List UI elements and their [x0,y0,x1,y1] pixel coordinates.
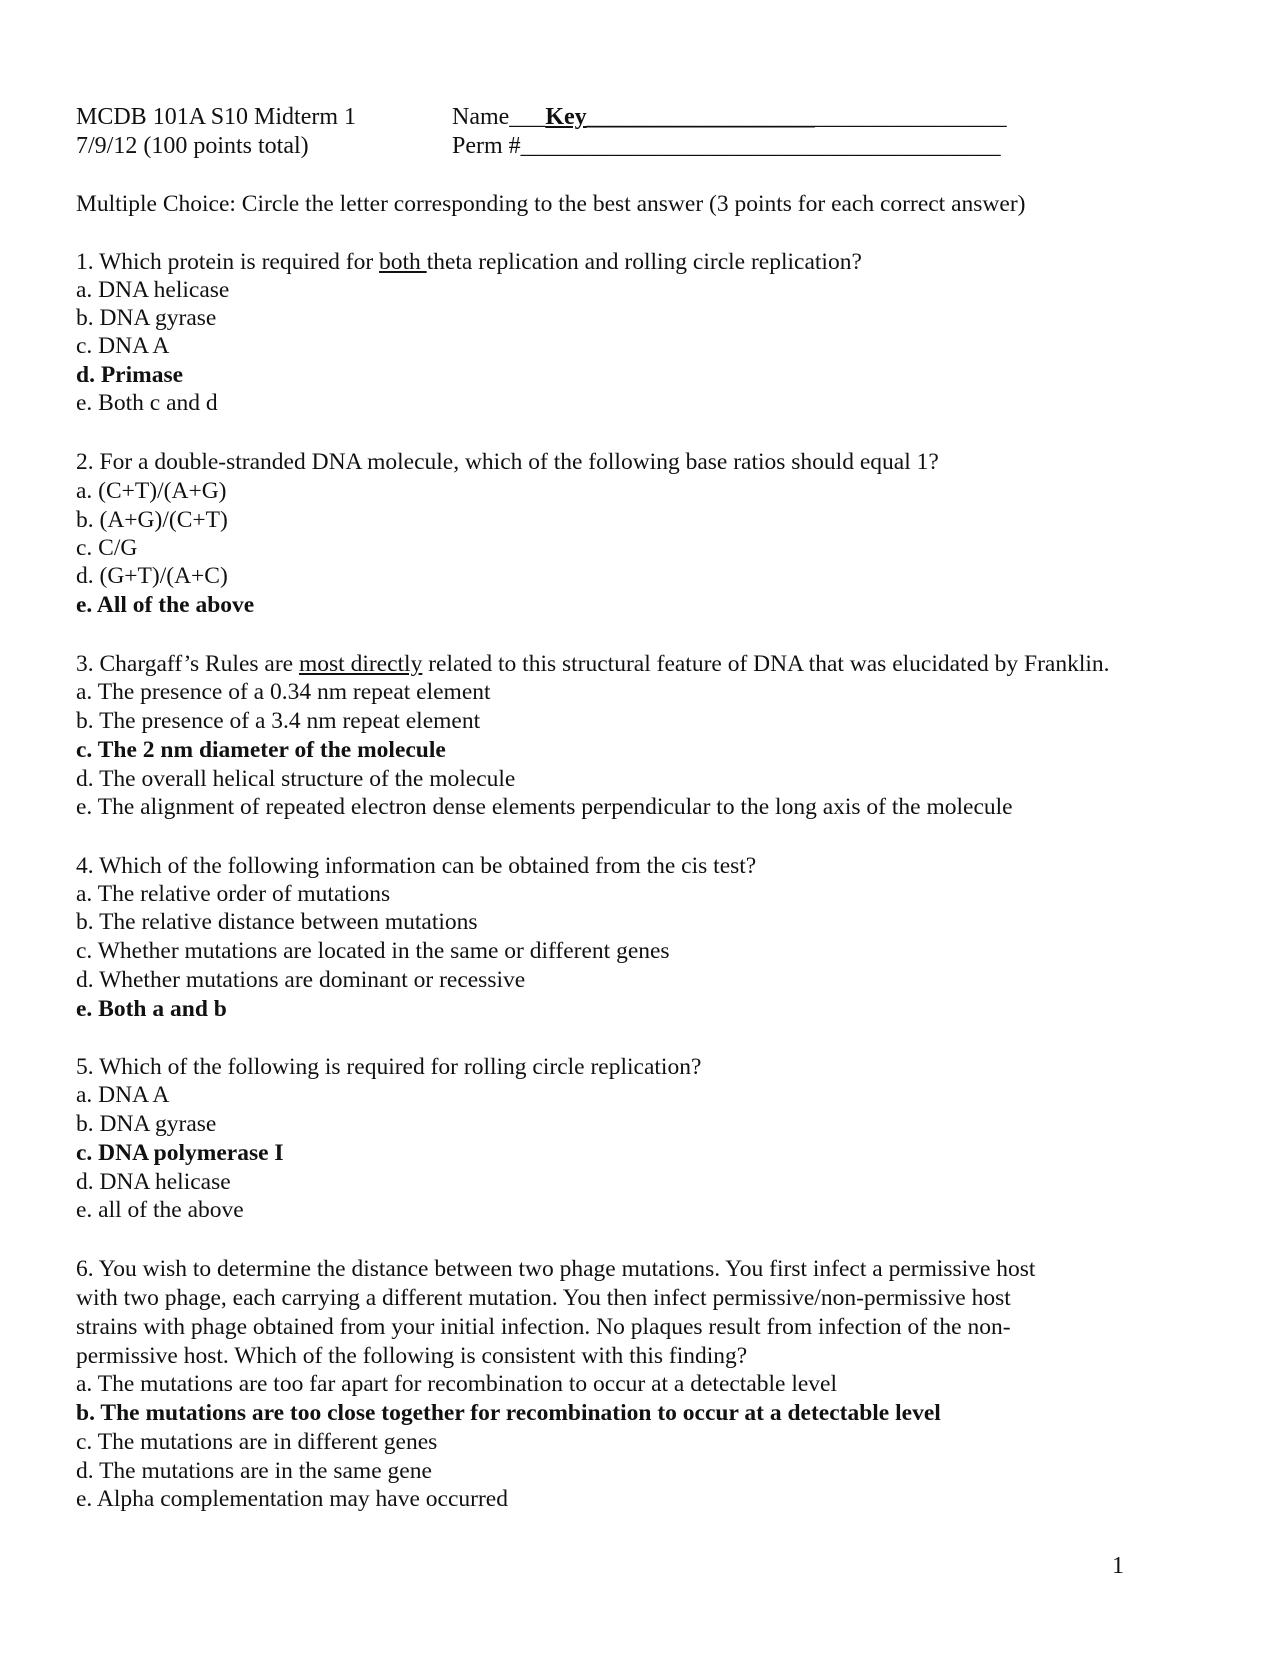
question-4-stem: 4. Which of the following information can be obtained from the cis test? [76,853,757,879]
question-6-stem-line-1: 6. You wish to determine the distance between two phage mutations. You first infect a permissive host [76,1256,1036,1282]
question-2-choice-c: c. C/G [76,535,138,561]
question-1-stem [76,248,862,276]
question-1-choice-a: a. DNA helicase [76,277,230,303]
question-4-choice-d: d. Whether mutations are dominant or recessive [76,967,526,993]
question-1-choice-d-answer: d. Primase [76,362,184,388]
question-3-choice-c-answer: c. The 2 nm diameter of the molecule [76,737,446,763]
question-5-stem: 5. Which of the following is required for rolling circle replication? [76,1054,702,1080]
question-6-stem-line-2: with two phage, each carrying a different mutation. You then infect permissive/non-permissive host [76,1285,1011,1311]
question-4-choice-a: a. The relative order of mutations [76,881,391,907]
instructions: Multiple Choice: Circle the letter corresponding to the best answer (3 points for each correct answer) [76,191,1026,217]
stem-text: 1. Which protein is required for [76,249,380,275]
stem-emphasis: most directly [298,651,423,677]
question-2-choice-a: a. (C+T)/(A+G) [76,478,227,504]
question-3-choice-b: b. The presence of a 3.4 nm repeat element [76,708,481,734]
question-2-choice-d: d. (G+T)/(A+C) [76,563,228,589]
name-line [452,103,1007,131]
question-4-choice-b: b. The relative distance between mutations [76,909,478,935]
stem-text: related to this structural feature of DNA that was elucidated by Franklin. [422,651,1110,677]
question-5-choice-d: d. DNA helicase [76,1169,231,1195]
question-6-choice-a: a. The mutations are too far apart for recombination to occur at a detectable level [76,1371,838,1397]
question-4-choice-c: c. Whether mutations are located in the same or different genes [76,938,670,964]
name-underline-bold: ___________________ [586,104,815,130]
question-6-stem-line-4: permissive host. Which of the following is consistent with this finding? [76,1343,748,1369]
perm-underline: ________________________________________ [520,133,1001,159]
perm-line [452,132,1001,160]
name-label: Name___ [452,104,546,130]
question-2-choice-b: b. (A+G)/(C+T) [76,507,228,533]
name-value: Key [545,104,587,130]
question-3-choice-d: d. The overall helical structure of the molecule [76,766,516,792]
question-6-choice-c: c. The mutations are in different genes [76,1429,438,1455]
question-6-choice-e: e. Alpha complementation may have occurred [76,1486,508,1512]
question-2-choice-e-answer: e. All of the above [76,592,255,618]
name-underline: ________________ [814,104,1007,130]
question-3-stem [76,650,1110,678]
question-6-stem-line-3: strains with phage obtained from your initial infection. No plaques result from infection of the non- [76,1314,1011,1340]
question-6-choice-b-answer: b. The mutations are too close together for recombination to occur at a detectable level [76,1400,941,1426]
question-5-choice-a: a. DNA A [76,1082,170,1108]
question-3-choice-e: e. The alignment of repeated electron dense elements perpendicular to the long axis of the molecule [76,794,1013,820]
stem-text: theta replication and rolling circle replication? [426,249,862,275]
course-title: MCDB 101A S10 Midterm 1 [76,104,357,130]
question-1-choice-e: e. Both c and d [76,390,218,416]
question-1-choice-c: c. DNA A [76,333,170,359]
question-5-choice-e: e. all of the above [76,1197,244,1223]
question-4-choice-e-answer: e. Both a and b [76,996,227,1022]
question-1-choice-b: b. DNA gyrase [76,305,217,331]
question-6-choice-d: d. The mutations are in the same gene [76,1458,432,1484]
perm-label: Perm # [452,133,521,159]
question-2-stem: 2. For a double-stranded DNA molecule, which of the following base ratios should equal 1? [76,449,939,475]
stem-emphasis: both [379,249,427,275]
exam-date-points: 7/9/12 (100 points total) [76,133,309,159]
question-3-choice-a: a. The presence of a 0.34 nm repeat element [76,679,491,705]
question-5-choice-c-answer: c. DNA polymerase I [76,1140,284,1166]
question-5-choice-b: b. DNA gyrase [76,1111,217,1137]
stem-text: 3. Chargaff’s Rules are [76,651,299,677]
page-number: 1 [1112,1553,1124,1579]
